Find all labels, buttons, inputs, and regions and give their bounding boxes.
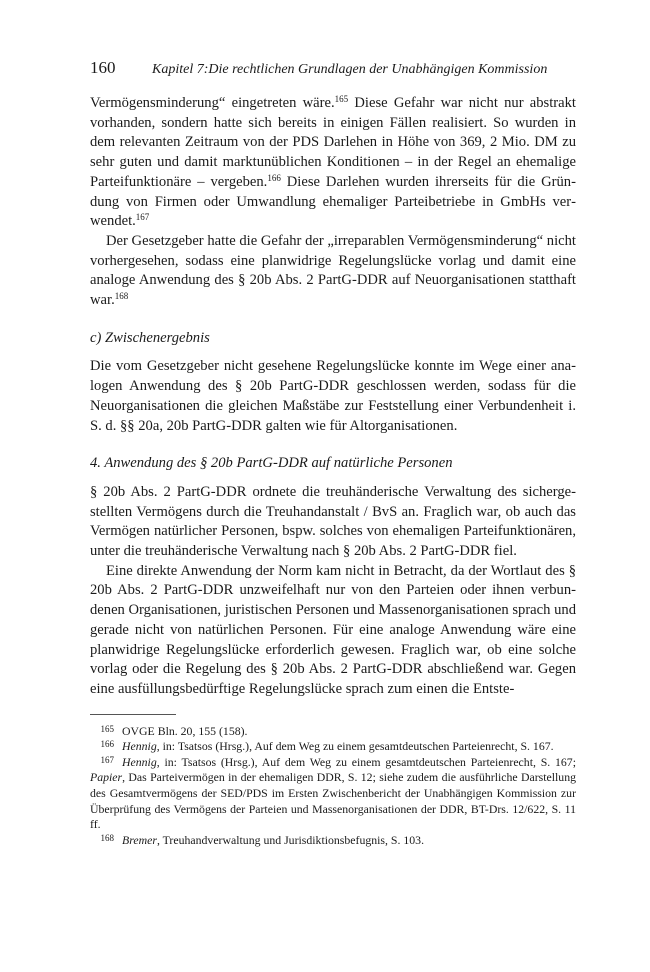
paragraph-zwischenergebnis: Die vom Gesetzgeber nicht gesehene Regelungslücke konnte im Wege einer analogen Anwendung des § 20b PartG-DDR geschlossen werden, sodass für die Neuorganisationen die gleichen Maßstäbe zur Feststellung einer Verbundenheit i. S. d. §§ 20a, 20b PartG-DDR galten wie für Altorganisationen. xyxy=(90,358,576,434)
running-head xyxy=(90,58,576,84)
body-text xyxy=(90,94,576,700)
author-name: Bremer xyxy=(122,832,157,847)
footnote-ref-168[interactable]: 168 xyxy=(114,291,129,302)
text-run: , Das Parteivermögen in der ehemaligen DDR, S. 12; siehe zudem die ausführliche Darstellung des Gesamtvermögens der SED/PDS im Ersten Zwischenbericht der Unabhängigen Kommission zur Überprüfung des Vermögens der Parteien und Massenorganisationen der DDR, BT-Drs. 12/622, S. 11 ff. xyxy=(90,770,576,832)
paragraph-1 xyxy=(90,94,576,232)
text-run: Der Gesetzgeber hatte die Gefahr der „irreparablen Vermögensminderung“ nicht vorhergesehen, sodass eine planwidrige Regelungslücke vorlag und damit eine analoge Anwendung des § 20b Abs. 2 PartG-DDR auf Neuorganisationen statthaft war. xyxy=(90,232,576,309)
text-run: Vermögensminderung“ eingetreten wäre. xyxy=(90,95,335,111)
text-run: , in: Tsatsos (Hrsg.), Auf dem Weg zu einem gesamtdeutschen Parteienrecht, S. 167. xyxy=(156,739,554,754)
author-name: Hennig xyxy=(122,754,157,769)
text-run: , Treuhandverwaltung und Jurisdiktionsbefugnis, S. 103. xyxy=(156,832,425,847)
text-run: , in: Tsatsos (Hrsg.), Auf dem Weg zu einem gesamtdeutschen Parteienrecht, S. 167; xyxy=(156,754,576,769)
section-heading-c: c) Zwischenergebnis xyxy=(90,329,210,346)
footnote-168: 168 Bremer, Treuhandverwaltung und Jurisdiktionsbefugnis, S. 103. xyxy=(100,832,425,847)
section-heading-4: 4. Anwendung des § 20b PartG-DDR auf natürliche Personen xyxy=(90,455,453,472)
footnote-ref-166[interactable]: 166 xyxy=(267,172,281,183)
footnote-166: 166 Hennig, in: Tsatsos (Hrsg.), Auf dem Weg zu einem gesamtdeutschen Parteienrecht, S. 167. xyxy=(100,739,554,754)
footnote-165: 165 OVGE Bln. 20, 155 (158). xyxy=(100,723,248,738)
footnote-separator xyxy=(90,714,176,715)
footnote-ref-165[interactable]: 165 xyxy=(334,94,349,104)
paragraph-natuerliche-personen-1: § 20b Abs. 2 PartG-DDR ordnete die treuhänderische Verwaltung des sichergestellten Vermögens durch die Treuhandanstalt / BvS an. Fraglich war, ob auch das Vermögen natürlicher Personen, bspw. solches von ehemaligen Parteifunktionären, unter die treuhänderische Verwaltung nach § 20b Abs. 2 PartG-DDR fiel. xyxy=(90,483,576,560)
footnote-167: 167 Hennig, in: Tsatsos (Hrsg.), Auf dem Weg zu einem gesamtdeutschen Parteienrecht, S. 167; Papier, Das Parteivermögen in der ehemaligen DDR, S. 12; siehe zudem die ausführliche Darstellung des Gesamtvermögens der SED/PDS im Ersten Zwischenbericht der Unabhängigen Kommission zur Überprüfung des Vermögens der Parteien und Massenorganisationen der DDR, BT-Drs. 12/622, S. 11 ff. xyxy=(90,754,576,832)
page xyxy=(90,58,576,848)
footnotes xyxy=(90,724,576,849)
footnote-ref-167[interactable]: 167 xyxy=(135,212,150,223)
author-name: Papier xyxy=(90,770,123,785)
paragraph-natuerliche-personen-2: Eine direkte Anwendung der Norm kam nicht in Betracht, da der Wortlaut des § 20b Abs. 2 PartG-DDR unzweifelhaft nur von den Parteien oder ihnen verbundenen Organisationen, juristischen Personen und Massenorganisationen sprach und gerade nicht von natürlichen Personen. Für eine analoge Anwendung wäre eine planwidrige Regelungslücke erforderlich gewesen. Fraglich war, ob eine solche vorlag oder die Regelung des § 20b Abs. 2 PartG-DDR abschließend war. Gegen eine ausfüllungsbedürftige Regelungslücke sprach zum einen die Entste- xyxy=(90,562,576,697)
chapter-title: Kapitel 7:Die rechtlichen Grundlagen der Unabhängigen Kommission xyxy=(152,62,548,77)
text-run: Diese Gefahr war nicht nur abstrakt vorhanden, sondern hatte sich bereits in einigen Fällen realisiert. So wurden in dem relevanten Zeitraum von der PDS Darlehen in Höhe von 369, 2 Mio. DM zu sehr guten und damit marktunüblichen Konditionen – in der Regel an ehemalige Parteifunktionäre – vergeben. xyxy=(90,95,576,190)
text-run: OVGE Bln. 20, 155 (158). xyxy=(122,723,248,738)
text-run: Diese Darlehen wurden ihrerseits für die Gründung von Firmen oder Umwandlung ehemaliger Parteibetriebe in GmbHs verwendet. xyxy=(90,173,576,230)
page-number: 160 xyxy=(90,58,116,77)
author-name: Hennig xyxy=(122,739,157,754)
paragraph-2 xyxy=(90,232,576,311)
